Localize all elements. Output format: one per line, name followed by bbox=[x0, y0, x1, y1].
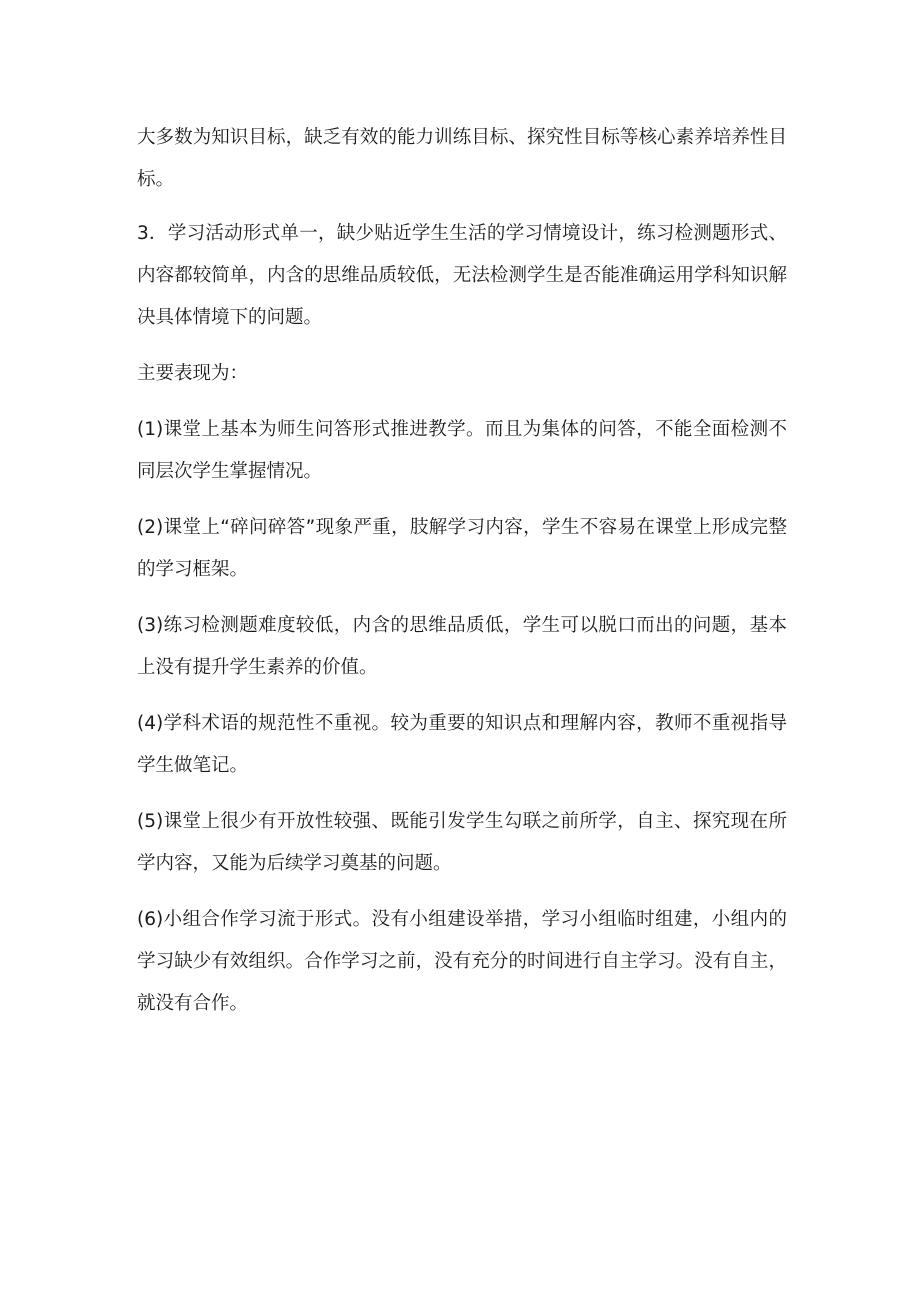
paragraph: 3．学习活动形式单一，缺少贴近学生生活的学习情境设计，练习检测题形式、内容都较简单，内含的思维品质较低，无法检测学生是否能准确运用学科知识解决具体情境下的问题。 bbox=[137, 223, 787, 328]
paragraph: 主要表现为： bbox=[137, 363, 249, 384]
list-item: (2)课堂上“碎问碎答”现象严重，肢解学习内容，学生不容易在课堂上形成完整的学习框架。 bbox=[137, 517, 787, 580]
list-item: (4)学科术语的规范性不重视。较为重要的知识点和理解内容，教师不重视指导学生做笔记。 bbox=[137, 713, 787, 776]
list-item: (1)课堂上基本为师生问答形式推进教学。而且为集体的问答，不能全面检测不同层次学生掌握情况。 bbox=[137, 419, 787, 482]
paragraph: 大多数为知识目标，缺乏有效的能力训练目标、探究性目标等核心素养培养性目标。 bbox=[137, 127, 787, 190]
list-item: (3)练习检测题难度较低，内含的思维品质低，学生可以脱口而出的问题，基本上没有提升学生素养的价值。 bbox=[137, 615, 787, 678]
list-item: (6)小组合作学习流于形式。没有小组建设举措，学习小组临时组建，小组内的学习缺少有效组织。合作学习之前，没有充分的时间进行自主学习。没有自主，就没有合作。 bbox=[137, 909, 787, 1014]
list-item: (5)课堂上很少有开放性较强、既能引发学生勾联之前所学，自主、探究现在所学内容，又能为后续学习奠基的问题。 bbox=[137, 811, 787, 874]
document-body bbox=[137, 117, 787, 1039]
